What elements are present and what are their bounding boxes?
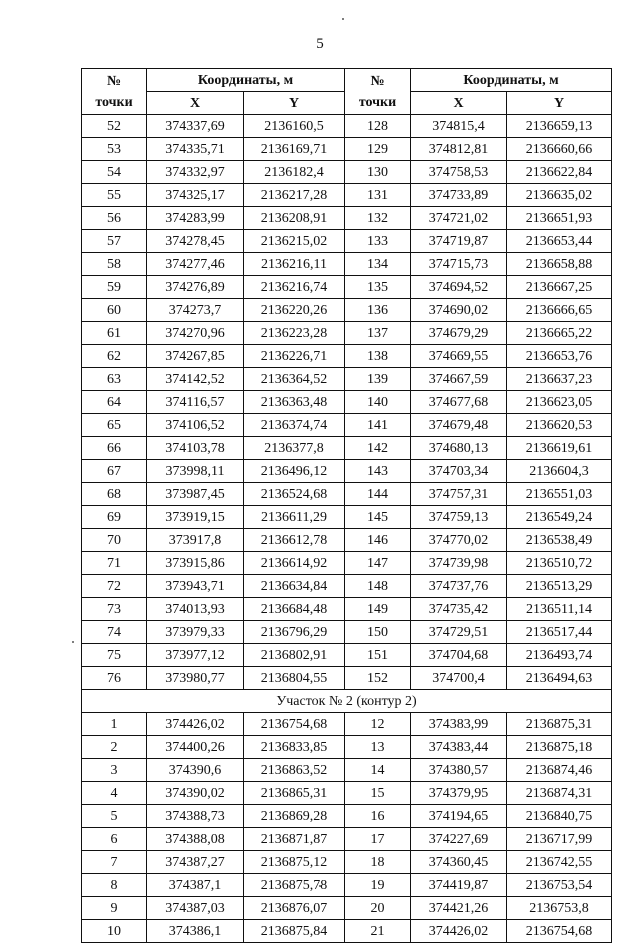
- point-number-right: 138: [345, 345, 411, 368]
- point-number-header-left: № точки: [82, 69, 147, 115]
- page-number: 5: [316, 36, 324, 52]
- y-coordinate-right: 2136635,02: [507, 184, 612, 207]
- y-coordinate-left: 2136865,31: [244, 782, 345, 805]
- y-coordinate-left: 2136875,84: [244, 920, 345, 943]
- table-row: [82, 529, 612, 552]
- x-coordinate-left: 373980,77: [147, 667, 244, 690]
- table-row: [82, 253, 612, 276]
- point-number-left: 53: [82, 138, 147, 161]
- x-coordinate-left: 374106,52: [147, 414, 244, 437]
- point-number-right: 135: [345, 276, 411, 299]
- point-number-left: 4: [82, 782, 147, 805]
- x-coordinate-left: 374388,08: [147, 828, 244, 851]
- x-coordinate-left: 374426,02: [147, 713, 244, 736]
- coordinates-table: [81, 68, 612, 943]
- y-coordinate-left: 2136226,71: [244, 345, 345, 368]
- y-coordinate-left: 2136364,52: [244, 368, 345, 391]
- x-coordinate-right: 374812,81: [411, 138, 507, 161]
- x-coordinate-left: 373998,11: [147, 460, 244, 483]
- point-number-right: 134: [345, 253, 411, 276]
- point-number-right: 152: [345, 667, 411, 690]
- point-number-left: 2: [82, 736, 147, 759]
- point-number-left: 74: [82, 621, 147, 644]
- coordinates-header-left: Координаты, м: [147, 69, 345, 92]
- table-row: [82, 805, 612, 828]
- x-coordinate-right: 374759,13: [411, 506, 507, 529]
- y-coordinate-right: 2136637,23: [507, 368, 612, 391]
- table-row: [82, 414, 612, 437]
- y-coordinate-right: 2136604,3: [507, 460, 612, 483]
- x-coordinate-left: 374270,96: [147, 322, 244, 345]
- x-coordinate-right: 374360,45: [411, 851, 507, 874]
- point-number-right: 136: [345, 299, 411, 322]
- point-number-right: 14: [345, 759, 411, 782]
- point-number-left: 75: [82, 644, 147, 667]
- y-coordinate-right: 2136494,63: [507, 667, 612, 690]
- y-coordinate-left: 2136216,74: [244, 276, 345, 299]
- x-coordinate-right: 374426,02: [411, 920, 507, 943]
- y-coordinate-left: 2136208,91: [244, 207, 345, 230]
- table-row: [82, 299, 612, 322]
- point-number-left: 60: [82, 299, 147, 322]
- point-number-right: 131: [345, 184, 411, 207]
- point-number-left: 70: [82, 529, 147, 552]
- y-coordinate-left: 2136220,26: [244, 299, 345, 322]
- y-coordinate-right: 2136538,49: [507, 529, 612, 552]
- point-number-right: 143: [345, 460, 411, 483]
- y-coordinate-right: 2136510,72: [507, 552, 612, 575]
- x-coordinate-left: 374387,1: [147, 874, 244, 897]
- point-number-left: 6: [82, 828, 147, 851]
- point-number-left: 5: [82, 805, 147, 828]
- y-coordinate-right: 2136840,75: [507, 805, 612, 828]
- x-coordinate-left: 373987,45: [147, 483, 244, 506]
- section-2-body: [82, 713, 612, 943]
- point-number-left: 55: [82, 184, 147, 207]
- x-coordinate-left: 374390,6: [147, 759, 244, 782]
- x-coordinate-right: 374383,99: [411, 713, 507, 736]
- section-2-heading-body: [82, 690, 612, 713]
- point-number-right: 151: [345, 644, 411, 667]
- point-number-left: 76: [82, 667, 147, 690]
- table-row: [82, 230, 612, 253]
- y-coordinate-left: 2136217,28: [244, 184, 345, 207]
- y-coordinate-right: 2136753,54: [507, 874, 612, 897]
- point-number-right: 18: [345, 851, 411, 874]
- x-coordinate-left: 374283,99: [147, 207, 244, 230]
- x-coordinate-right: 374735,42: [411, 598, 507, 621]
- y-coordinate-left: 2136363,48: [244, 391, 345, 414]
- point-number-right: 148: [345, 575, 411, 598]
- x-coordinate-left: 374337,69: [147, 115, 244, 138]
- y-coordinate-left: 2136614,92: [244, 552, 345, 575]
- x-coordinate-right: 374700,4: [411, 667, 507, 690]
- coordinates-header-right: Координаты, м: [411, 69, 612, 92]
- point-number-right: 146: [345, 529, 411, 552]
- y-coordinate-left: 2136876,07: [244, 897, 345, 920]
- y-coordinate-left: 2136634,84: [244, 575, 345, 598]
- y-coordinate-right: 2136753,8: [507, 897, 612, 920]
- point-number-left: 52: [82, 115, 147, 138]
- table-row: [82, 368, 612, 391]
- y-coordinate-left: 2136612,78: [244, 529, 345, 552]
- y-coordinate-left: 2136223,28: [244, 322, 345, 345]
- x-coordinate-left: 373943,71: [147, 575, 244, 598]
- y-coordinate-right: 2136551,03: [507, 483, 612, 506]
- x-coordinate-right: 374729,51: [411, 621, 507, 644]
- point-number-right: 145: [345, 506, 411, 529]
- y-coordinate-right: 2136742,55: [507, 851, 612, 874]
- section-1-body: [82, 115, 612, 690]
- x-coordinate-right: 374757,31: [411, 483, 507, 506]
- y-coordinate-left: 2136182,4: [244, 161, 345, 184]
- x-coordinate-left: 374400,26: [147, 736, 244, 759]
- x-coordinate-left: 373979,33: [147, 621, 244, 644]
- y-coordinate-right: 2136653,76: [507, 345, 612, 368]
- x-coordinate-right: 374715,73: [411, 253, 507, 276]
- point-number-right: 20: [345, 897, 411, 920]
- x-coordinate-right: 374227,69: [411, 828, 507, 851]
- table-row: [82, 276, 612, 299]
- y-coordinate-left: 2136833,85: [244, 736, 345, 759]
- section-2-heading-row: [82, 690, 612, 713]
- y-coordinate-right: 2136619,61: [507, 437, 612, 460]
- x-coordinate-right: 374815,4: [411, 115, 507, 138]
- point-number-header-right: № точки: [345, 69, 411, 115]
- x-coordinate-left: 374267,85: [147, 345, 244, 368]
- x-coordinate-right: 374419,87: [411, 874, 507, 897]
- x-coordinate-right: 374703,34: [411, 460, 507, 483]
- table-row: [82, 460, 612, 483]
- y-coordinate-right: 2136874,31: [507, 782, 612, 805]
- y-coordinate-right: 2136667,25: [507, 276, 612, 299]
- table-row: [82, 621, 612, 644]
- x-coordinate-left: 374387,03: [147, 897, 244, 920]
- point-number-left: 65: [82, 414, 147, 437]
- x-coordinate-right: 374421,26: [411, 897, 507, 920]
- x-coordinate-left: 373919,15: [147, 506, 244, 529]
- point-number-left: 69: [82, 506, 147, 529]
- y-coordinate-left: 2136754,68: [244, 713, 345, 736]
- point-number-left: 56: [82, 207, 147, 230]
- point-number-left: 57: [82, 230, 147, 253]
- point-number-right: 147: [345, 552, 411, 575]
- point-number-left: 1: [82, 713, 147, 736]
- x-coordinate-right: 374383,44: [411, 736, 507, 759]
- table-row: [82, 920, 612, 943]
- table-row: [82, 552, 612, 575]
- x-coordinate-right: 374737,76: [411, 575, 507, 598]
- x-coordinate-left: 373917,8: [147, 529, 244, 552]
- table-row: [82, 644, 612, 667]
- x-coordinate-left: 374142,52: [147, 368, 244, 391]
- point-number-left: 54: [82, 161, 147, 184]
- table-row: [82, 598, 612, 621]
- x-coordinate-left: 374388,73: [147, 805, 244, 828]
- point-number-left: 59: [82, 276, 147, 299]
- y-coordinate-left: 2136863,52: [244, 759, 345, 782]
- point-number-right: 130: [345, 161, 411, 184]
- x-coordinate-right: 374194,65: [411, 805, 507, 828]
- x-coordinate-left: 374390,02: [147, 782, 244, 805]
- y-coordinate-right: 2136754,68: [507, 920, 612, 943]
- point-number-left: 66: [82, 437, 147, 460]
- table-row: [82, 483, 612, 506]
- x-coordinate-right: 374739,98: [411, 552, 507, 575]
- x-coordinate-right: 374379,95: [411, 782, 507, 805]
- x-coordinate-left: 374013,93: [147, 598, 244, 621]
- point-number-right: 144: [345, 483, 411, 506]
- point-number-right: 16: [345, 805, 411, 828]
- y-coordinate-left: 2136169,71: [244, 138, 345, 161]
- table-row: [82, 506, 612, 529]
- x-coordinate-left: 374103,78: [147, 437, 244, 460]
- y-coordinate-left: 2136875,12: [244, 851, 345, 874]
- x-coordinate-left: 374278,45: [147, 230, 244, 253]
- point-number-right: 149: [345, 598, 411, 621]
- x-coordinate-left: 374276,89: [147, 276, 244, 299]
- point-number-right: 141: [345, 414, 411, 437]
- section-2-title: Участок № 2 (контур 2): [82, 690, 612, 713]
- table-row: [82, 713, 612, 736]
- y-coordinate-left: 2136524,68: [244, 483, 345, 506]
- y-coordinate-right: 2136665,22: [507, 322, 612, 345]
- table-row: [82, 759, 612, 782]
- y-coordinate-right: 2136653,44: [507, 230, 612, 253]
- y-coordinate-left: 2136804,55: [244, 667, 345, 690]
- table-row: [82, 437, 612, 460]
- x-coordinate-right: 374733,89: [411, 184, 507, 207]
- x-coordinate-right: 374679,48: [411, 414, 507, 437]
- y-coordinate-left: 2136496,12: [244, 460, 345, 483]
- point-number-left: 68: [82, 483, 147, 506]
- y-coordinate-right: 2136620,53: [507, 414, 612, 437]
- point-number-right: 137: [345, 322, 411, 345]
- point-number-left: 71: [82, 552, 147, 575]
- table-row: [82, 851, 612, 874]
- point-number-right: 13: [345, 736, 411, 759]
- point-number-left: 64: [82, 391, 147, 414]
- point-number-left: 67: [82, 460, 147, 483]
- y-header-left: Y: [244, 92, 345, 115]
- table-row: [82, 138, 612, 161]
- x-coordinate-right: 374667,59: [411, 368, 507, 391]
- table-row: [82, 667, 612, 690]
- table-row: [82, 897, 612, 920]
- point-number-left: 73: [82, 598, 147, 621]
- y-coordinate-right: 2136666,65: [507, 299, 612, 322]
- y-coordinate-right: 2136623,05: [507, 391, 612, 414]
- point-number-right: 142: [345, 437, 411, 460]
- y-coordinate-left: 2136160,5: [244, 115, 345, 138]
- y-coordinate-right: 2136493,74: [507, 644, 612, 667]
- point-number-right: 12: [345, 713, 411, 736]
- table-row: [82, 161, 612, 184]
- y-coordinate-right: 2136874,46: [507, 759, 612, 782]
- x-coordinate-left: 374386,1: [147, 920, 244, 943]
- scan-speck: [72, 641, 74, 643]
- point-number-right: 139: [345, 368, 411, 391]
- x-coordinate-right: 374380,57: [411, 759, 507, 782]
- table-row: [82, 115, 612, 138]
- y-coordinate-right: 2136517,44: [507, 621, 612, 644]
- x-coordinate-right: 374719,87: [411, 230, 507, 253]
- x-coordinate-left: 374277,46: [147, 253, 244, 276]
- y-coordinate-right: 2136511,14: [507, 598, 612, 621]
- x-coordinate-left: 373977,12: [147, 644, 244, 667]
- point-number-right: 15: [345, 782, 411, 805]
- point-number-left: 63: [82, 368, 147, 391]
- y-coordinate-left: 2136871,87: [244, 828, 345, 851]
- y-header-right: Y: [507, 92, 612, 115]
- x-header-right: X: [411, 92, 507, 115]
- point-number-right: 132: [345, 207, 411, 230]
- y-coordinate-left: 2136377,8: [244, 437, 345, 460]
- scan-speck: [342, 18, 344, 20]
- x-coordinate-left: 374332,97: [147, 161, 244, 184]
- table-row: [82, 874, 612, 897]
- y-coordinate-left: 2136869,28: [244, 805, 345, 828]
- table-row: [82, 345, 612, 368]
- y-coordinate-left: 2136802,91: [244, 644, 345, 667]
- point-number-left: 58: [82, 253, 147, 276]
- y-coordinate-left: 2136684,48: [244, 598, 345, 621]
- x-coordinate-left: 374325,17: [147, 184, 244, 207]
- x-coordinate-right: 374770,02: [411, 529, 507, 552]
- point-number-right: 19: [345, 874, 411, 897]
- point-number-left: 10: [82, 920, 147, 943]
- y-coordinate-left: 2136875,78: [244, 874, 345, 897]
- table-row: [82, 828, 612, 851]
- y-coordinate-right: 2136622,84: [507, 161, 612, 184]
- y-coordinate-left: 2136611,29: [244, 506, 345, 529]
- table-row: [82, 391, 612, 414]
- point-number-left: 62: [82, 345, 147, 368]
- x-coordinate-right: 374677,68: [411, 391, 507, 414]
- point-number-left: 8: [82, 874, 147, 897]
- x-coordinate-right: 374669,55: [411, 345, 507, 368]
- y-coordinate-right: 2136651,93: [507, 207, 612, 230]
- x-coordinate-left: 373915,86: [147, 552, 244, 575]
- y-coordinate-left: 2136374,74: [244, 414, 345, 437]
- y-coordinate-left: 2136796,29: [244, 621, 345, 644]
- y-coordinate-right: 2136513,29: [507, 575, 612, 598]
- y-coordinate-right: 2136659,13: [507, 115, 612, 138]
- y-coordinate-right: 2136660,66: [507, 138, 612, 161]
- point-number-right: 17: [345, 828, 411, 851]
- table-row: [82, 736, 612, 759]
- x-coordinate-right: 374694,52: [411, 276, 507, 299]
- table-row: [82, 322, 612, 345]
- point-number-right: 150: [345, 621, 411, 644]
- y-coordinate-left: 2136216,11: [244, 253, 345, 276]
- table-row: [82, 575, 612, 598]
- point-number-left: 9: [82, 897, 147, 920]
- point-number-right: 128: [345, 115, 411, 138]
- x-coordinate-left: 374116,57: [147, 391, 244, 414]
- point-number-left: 61: [82, 322, 147, 345]
- table-row: [82, 207, 612, 230]
- y-coordinate-right: 2136717,99: [507, 828, 612, 851]
- point-number-right: 129: [345, 138, 411, 161]
- point-number-left: 72: [82, 575, 147, 598]
- x-coordinate-left: 374273,7: [147, 299, 244, 322]
- x-coordinate-right: 374690,02: [411, 299, 507, 322]
- x-coordinate-right: 374758,53: [411, 161, 507, 184]
- table-row: [82, 782, 612, 805]
- x-coordinate-left: 374387,27: [147, 851, 244, 874]
- point-number-left: 7: [82, 851, 147, 874]
- y-coordinate-right: 2136549,24: [507, 506, 612, 529]
- point-number-right: 21: [345, 920, 411, 943]
- x-coordinate-right: 374680,13: [411, 437, 507, 460]
- table-row: [82, 184, 612, 207]
- y-coordinate-left: 2136215,02: [244, 230, 345, 253]
- x-coordinate-right: 374704,68: [411, 644, 507, 667]
- point-number-right: 133: [345, 230, 411, 253]
- point-number-left: 3: [82, 759, 147, 782]
- x-header-left: X: [147, 92, 244, 115]
- x-coordinate-right: 374721,02: [411, 207, 507, 230]
- x-coordinate-right: 374679,29: [411, 322, 507, 345]
- y-coordinate-right: 2136875,31: [507, 713, 612, 736]
- y-coordinate-right: 2136875,18: [507, 736, 612, 759]
- point-number-right: 140: [345, 391, 411, 414]
- y-coordinate-right: 2136658,88: [507, 253, 612, 276]
- x-coordinate-left: 374335,71: [147, 138, 244, 161]
